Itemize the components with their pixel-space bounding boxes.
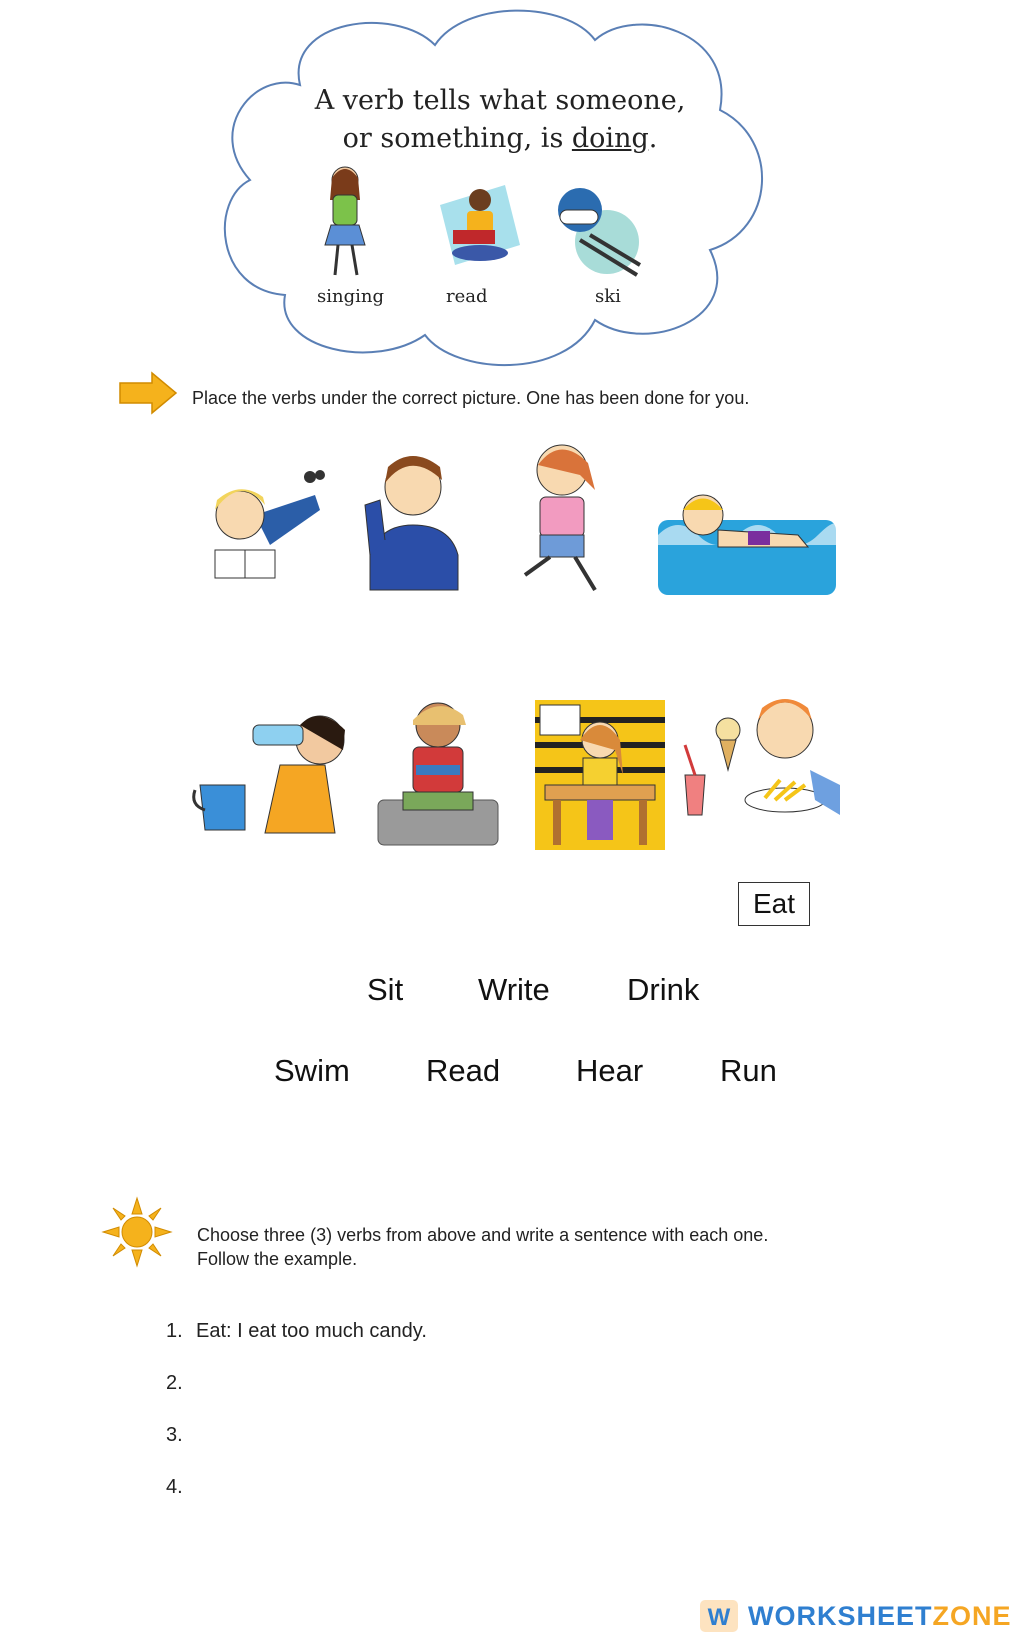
sentence-line-3 — [166, 1424, 196, 1447]
reading-boy-illustration — [425, 175, 525, 275]
eating-boy-picture — [680, 690, 845, 830]
hearing-boy-picture — [350, 445, 470, 595]
word-read: Read — [426, 1053, 501, 1088]
sentence-line-2 — [166, 1372, 196, 1395]
sun-icon — [103, 1198, 171, 1266]
caption-read: read — [446, 286, 488, 307]
sitting-boy-picture — [368, 695, 508, 855]
word-hear: Hear — [576, 1053, 644, 1088]
underlined-word: doing — [571, 123, 649, 154]
logo-wordmark: WORKSHEETZONE — [748, 1600, 1012, 1631]
sentence-text: Eat: I eat too much candy. — [196, 1320, 427, 1342]
reading-girl-picture — [195, 455, 330, 595]
caption-singing: singing — [317, 286, 384, 307]
definition-line-2: or something, is doing. — [342, 123, 658, 154]
sentence-number: 1. — [166, 1320, 183, 1342]
definition-line-1: A verb tells what someone, — [314, 85, 686, 116]
example-answer-box: Eat — [738, 882, 810, 926]
skier-illustration — [545, 180, 645, 280]
sentence-line-4 — [166, 1476, 196, 1499]
worksheetzone-logo — [700, 1600, 1012, 1632]
running-girl-picture — [500, 435, 630, 600]
w-logo-icon — [700, 1600, 738, 1632]
word-swim: Swim — [274, 1053, 350, 1088]
instruction-choose-line-2: Follow the example. — [197, 1249, 358, 1269]
arrow-icon — [118, 371, 178, 415]
swimming-boy-picture — [658, 475, 836, 595]
word-sit: Sit — [367, 972, 404, 1007]
word-write: Write — [478, 972, 550, 1007]
sentence-line-1 — [166, 1320, 427, 1343]
svg-text:W: W — [707, 1604, 731, 1631]
singing-girl-illustration — [305, 160, 385, 285]
drinking-boy-picture — [195, 705, 355, 835]
word-run: Run — [720, 1053, 777, 1088]
caption-ski: ski — [595, 286, 621, 307]
sentence-number: 3. — [166, 1424, 183, 1446]
sentence-number: 2. — [166, 1372, 183, 1394]
instruction-choose-line-1: Choose three (3) verbs from above and write a sentence with each one. — [197, 1225, 769, 1245]
instruction-choose-verbs — [197, 1223, 768, 1271]
writing-girl-picture — [535, 700, 665, 850]
instruction-place-verbs: Place the verbs under the correct picture. One has been done for you. — [192, 388, 750, 408]
verb-definition — [290, 82, 710, 158]
sentence-number: 4. — [166, 1476, 183, 1498]
word-drink: Drink — [627, 972, 700, 1007]
